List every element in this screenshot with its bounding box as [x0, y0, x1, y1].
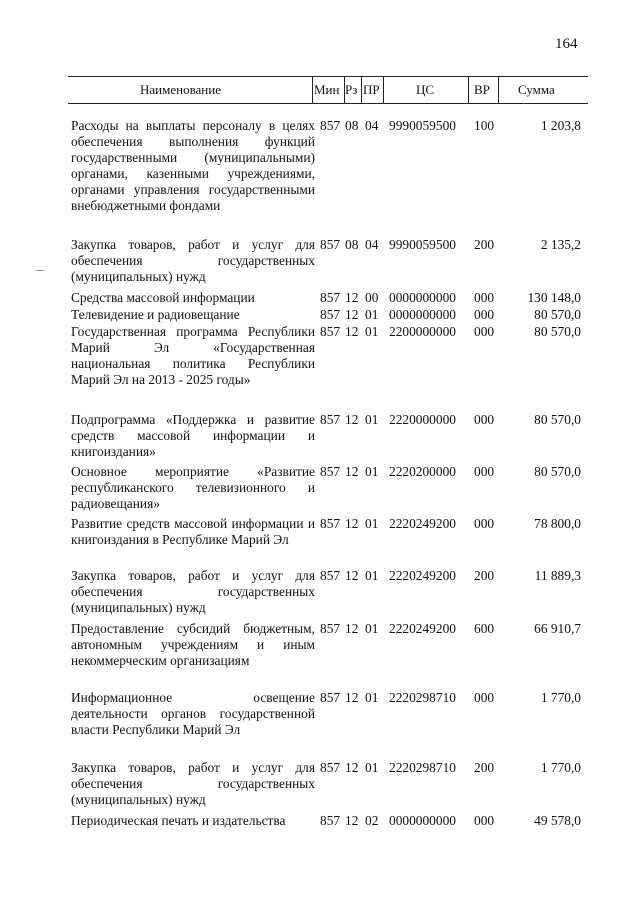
- row-min: 857: [320, 516, 341, 531]
- row-min: 857: [320, 813, 341, 828]
- row-rz: 12: [345, 760, 359, 775]
- row-name: Средства массовой информации: [71, 290, 255, 305]
- row-vr: 000: [474, 813, 495, 828]
- row-min: 857: [320, 237, 341, 252]
- row-min: 857: [320, 568, 341, 583]
- row-min: 857: [320, 307, 341, 322]
- row-cs: 0000000000: [389, 307, 456, 322]
- row-sum: 130 148,0: [527, 290, 581, 305]
- row-name: Периодическая печать и издательства: [71, 813, 286, 828]
- row-sum: 80 570,0: [534, 464, 581, 479]
- row-pr: 04: [365, 237, 379, 252]
- row-cs: 9990059500: [389, 237, 456, 252]
- row-min: 857: [320, 621, 341, 636]
- header-cs: ЦС: [416, 82, 435, 97]
- row-pr: 01: [365, 568, 379, 583]
- row-vr: 000: [474, 290, 495, 305]
- row-name: Закупка товаров, работ и услуг для обеспечения государственных (муниципальных) нужд: [71, 760, 315, 807]
- margin-mark: [36, 270, 44, 271]
- row-pr: 04: [365, 118, 379, 133]
- row-min: 857: [320, 118, 341, 133]
- row-min: 857: [320, 290, 341, 305]
- row-pr: 01: [365, 516, 379, 531]
- row-cs: 2200000000: [389, 324, 456, 339]
- row-cs: 2220249200: [389, 516, 456, 531]
- column-divider: [361, 77, 362, 103]
- row-name: Расходы на выплаты персоналу в целях обеспечения выполнения функций государственными (муниципальными) органами, казенными учреждениями, органами управления государственными внебюджетными фондами: [71, 118, 315, 213]
- row-name: Государственная программа Республики Марий Эл «Государственная национальная политика Республики Марий Эл на 2013 - 2025 годы»: [71, 324, 315, 387]
- row-vr: 100: [474, 118, 495, 133]
- row-pr: 01: [365, 464, 379, 479]
- row-sum: 78 800,0: [534, 516, 581, 531]
- row-cs: 2220249200: [389, 568, 456, 583]
- row-cs: 2220200000: [389, 464, 456, 479]
- row-name: Информационное освещение деятельности органов государственной власти Республики Марий Эл: [71, 690, 315, 737]
- row-cs: 0000000000: [389, 813, 456, 828]
- row-vr: 600: [474, 621, 495, 636]
- row-sum: 1 770,0: [540, 690, 581, 705]
- row-rz: 08: [345, 118, 359, 133]
- row-name: Закупка товаров, работ и услуг для обеспечения государственных (муниципальных) нужд: [71, 237, 315, 284]
- row-name: Подпрограмма «Поддержка и развитие средств массовой информации и книгоиздания»: [71, 412, 315, 459]
- row-sum: 49 578,0: [534, 813, 581, 828]
- row-name: Основное мероприятие «Развитие республиканского телевизионного и радиовещания»: [71, 464, 315, 511]
- row-cs: 9990059500: [389, 118, 456, 133]
- row-rz: 12: [345, 464, 359, 479]
- row-name: Предоставление субсидий бюджетным, автономным учреждениям и иным некоммерческим организациям: [71, 621, 315, 668]
- table-header: [68, 76, 588, 104]
- row-pr: 01: [365, 324, 379, 339]
- page-number: 164: [555, 36, 578, 52]
- row-rz: 12: [345, 813, 359, 828]
- row-vr: 000: [474, 516, 495, 531]
- row-min: 857: [320, 690, 341, 705]
- row-cs: 2220249200: [389, 621, 456, 636]
- row-sum: 80 570,0: [534, 307, 581, 322]
- header-sum: Сумма: [518, 82, 555, 97]
- row-sum: 2 135,2: [540, 237, 581, 252]
- row-min: 857: [320, 324, 341, 339]
- row-name: Развитие средств массовой информации и книгоиздания в Республике Марий Эл: [71, 516, 315, 547]
- row-vr: 200: [474, 760, 495, 775]
- row-rz: 12: [345, 621, 359, 636]
- row-sum: 80 570,0: [534, 412, 581, 427]
- row-vr: 000: [474, 324, 495, 339]
- row-pr: 01: [365, 307, 379, 322]
- row-cs: 2220298710: [389, 760, 456, 775]
- row-cs: 0000000000: [389, 290, 456, 305]
- row-sum: 1 770,0: [540, 760, 581, 775]
- column-divider: [498, 77, 499, 103]
- row-rz: 12: [345, 324, 359, 339]
- row-pr: 01: [365, 621, 379, 636]
- row-vr: 000: [474, 412, 495, 427]
- row-pr: 01: [365, 690, 379, 705]
- row-pr: 00: [365, 290, 379, 305]
- row-min: 857: [320, 464, 341, 479]
- row-name: Закупка товаров, работ и услуг для обеспечения государственных (муниципальных) нужд: [71, 568, 315, 615]
- row-vr: 000: [474, 464, 495, 479]
- row-cs: 2220298710: [389, 690, 456, 705]
- row-vr: 000: [474, 307, 495, 322]
- header-rz: Рз: [345, 82, 358, 97]
- column-divider: [312, 77, 313, 103]
- row-rz: 12: [345, 290, 359, 305]
- header-pr: ПР: [363, 82, 380, 97]
- row-vr: 200: [474, 237, 495, 252]
- row-rz: 12: [345, 516, 359, 531]
- row-pr: 02: [365, 813, 379, 828]
- row-name: Телевидение и радиовещание: [71, 307, 240, 322]
- row-cs: 2220000000: [389, 412, 456, 427]
- header-vr: ВР: [474, 82, 490, 97]
- row-sum: 1 203,8: [540, 118, 581, 133]
- row-rz: 12: [345, 568, 359, 583]
- column-divider: [468, 77, 469, 103]
- row-rz: 12: [345, 412, 359, 427]
- row-sum: 11 889,3: [534, 568, 581, 583]
- row-rz: 12: [345, 307, 359, 322]
- row-sum: 80 570,0: [534, 324, 581, 339]
- header-name: Наименование: [140, 82, 221, 97]
- row-pr: 01: [365, 760, 379, 775]
- row-rz: 08: [345, 237, 359, 252]
- row-rz: 12: [345, 690, 359, 705]
- row-min: 857: [320, 412, 341, 427]
- row-pr: 01: [365, 412, 379, 427]
- row-vr: 200: [474, 568, 495, 583]
- column-divider: [383, 77, 384, 103]
- row-min: 857: [320, 760, 341, 775]
- row-sum: 66 910,7: [534, 621, 581, 636]
- row-vr: 000: [474, 690, 495, 705]
- header-min: Мин: [314, 82, 340, 97]
